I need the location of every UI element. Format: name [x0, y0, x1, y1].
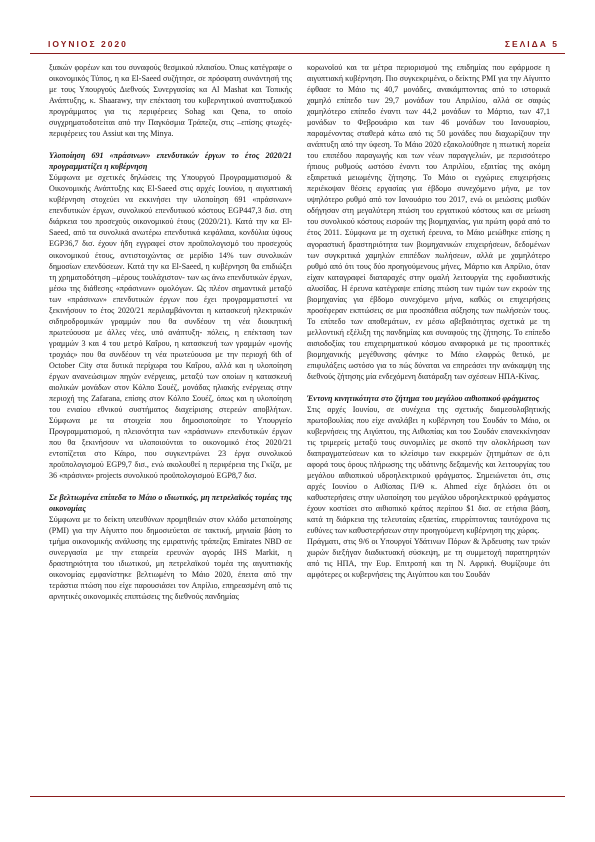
paragraph-dam-talks: Στις αρχές Ιουνίου, σε συνέχεια της σχετικής διαμεσολαβητικής πρωτοβουλίας που είχε αναλάβει η κυβέρνηση του Σουδάν το Μάιο, οι κυβερνήσεις της Αιγύπτου, της Αιθιοπίας και του Σουδάν επανεκκίνησαν τις τριμερείς μεταξύ τους συνομιλίες με σκοπό την ολοκλήρωση των διαπραγματεύσεων και το κλείσιμο των εκκρεμών ζητημάτων σε ό,τι αφορά τους όρους πλήρωσης της υδάτινης δεξαμενής και λειτουργίας του μεγάλου αιθιοπικού υδροηλεκτρικού φράγματος. Σημειώνεται ότι, στις αρχές Ιουνίου ο Αιθίοπας Π/Θ κ. Ahmed είχε δηλώσει ότι οι καθυστερήσεις στην υλοποίηση του μεγάλου υδροηλεκτρικού φράγματος έχουν κοστίσει στο αιθιοπικό κράτος περίπου $1 δισ. σε ετήσια βάση, κατά τη διάρκεια της τελευταίας εξαετίας, επιρρίπτοντας ταυτόχρονα τις ευθύνες των καθυστερήσεων στην προηγούμενη κυβέρνηση της χώρας. — [307, 404, 550, 536]
footer-rule — [30, 796, 565, 797]
left-column — [49, 62, 292, 790]
section-heading-dam: Έντονη κινητικότητα στο ζήτημα του μεγάλου αιθιοπικού φράγματος — [307, 393, 540, 403]
issue-date: ΙΟΥΝΙΟΣ 2020 — [48, 39, 128, 49]
section-heading-private-sector: Σε βελτιωμένα επίπεδα το Μάιο ο ιδιωτικός, μη πετρελαϊκός τομέας της οικονομίας — [49, 493, 292, 514]
paragraph-pmi-intro: Σύμφωνα με το δείκτη υπευθύνων προμηθειών στον κλάδο μεταποίησης (PMI) για την Αίγυπτο που δημοσιεύεται σε τακτική, μηνιαία βάση το τμήμα οικονομικής ανάλυσης της εμιρατινής τράπεζας Emirates NBD σε συνεργασία με την εταιρεία ερευνών αγοράς IHS Markit, η δραστηριότητα του ιδιωτικού, μη πετρελαϊκού τομέα της αιγυπτιακής οικονομίας εμφανίστηκε βελτιωμένη το Μάιο 2020, έπειτα από την τεράστια πτώση που είχε παρουσιάσει τον Απρίλιο, επηρεασμένη από τις αρνητικές οικονομικές επιπτώσεις της διεθνούς πανδημίας — [49, 515, 292, 602]
paragraph-continued: ξιακών φορέων και του συναφούς θεσμικού πλαισίου. Όπως κατέγραψε ο οικονομικός Τύπος, η κα El-Saeed συζήτησε, σε πρόσφατη συνάντησή της με τους Υπουργούς Διεθνούς Συνεργασίας κα Al Mashat και Τοπικής Ανάπτυξης, κ. Shaarawy, την επέκταση του κυβερνητικού αναπτυξιακού προγράμματος για τις περιφέρειες Sohag και Qena, το οποίο συγχρηματοδοτείται από την Παγκόσμια Τράπεζα, στις –επίσης φτωχές- περιφέρειες του Assiut και της Minya. — [49, 63, 292, 139]
right-column — [307, 62, 550, 790]
paragraph-green-projects: Σύμφωνα με σχετικές δηλώσεις της Υπουργού Προγραμματισμού & Οικονομικής Ανάπτυξης κας El-Saeed στις αρχές Ιουνίου, η αιγυπτιακή κυβέρνηση στοχεύει να εκκινήσει την υλοποίηση 691 «πράσινων» επενδυτικών έργων, συνολικού επενδυτικού κόστους EGP447,3 δισ. στη διάρκεια του προσεχούς οικονομικού έτους (2020/21). Κατά την κα El-Saeed, από τα συνολικά ανωτέρω επενδυτικά κεφάλαια, κονδύλια ύψους EGP36,7 δισ. έχουν ήδη εγγραφεί στον προϋπολογισμό του προσεχούς οικονομικού έτους, αντιστοιχώντας σε μερίδιο 14% των συνολικών δημοσίων επενδύσεων. Κατά την κα El-Saeed, η κυβέρνηση θα επιδιώξει τη χρηματοδότηση –μέρους τουλάχιστον- των ως άνω επενδυτικών έργων, μέσω της διάθεσης «πράσινων» ομολόγων. Ως πλέον σημαντικά μεταξύ των «πράσινων» επενδυτικών έργων που έχει προγραμματιστεί να ξεκινήσουν το έτος 2020/21 περιλαμβάνονται η κατασκευή ηλεκτρικών σιδηροδρομικών γραμμών που θα συνδέουν τη νέα διοικητική πρωτεύουσα με άλλες νέες, υπό ανάπτυξη- πόλεις, η επέκταση των γραμμών 3 και 4 του μετρό Καΐρου, η κατασκευή των γραμμών «μονής τροχιάς» που θα συνδέουν τη νέα πρωτεύουσα με την περιοχή 6th of October City στα δυτικά περίχωρα του Καΐρου, αλλά και η υλοποίηση έργων ανανεώσιμων πηγών ενέργειας, μεταξύ των οποίων η κατασκευή αιολικών μονάδων στον Κόλπο Σουέζ, μονάδας ηλιακής ενέργειας στην περιοχή της Zafarana, επίσης στον Κόλπο Σουέζ, όπως και η υλοποίηση του ενιαίου εθνικού συστήματος διαχείρισης στερεών αποβλήτων. Σύμφωνα με τα στοιχεία που δημοσιοποίησε το Υπουργείο Προγραμματισμού, η πλειονότητα των «πράσινων» επενδυτικών έργων που θα ξεκινήσουν να υλοποιούνται το οικονομικό έτος 2020/21 εντοπίζεται στο Κάιρο, που συγκεντρώνει 23 έργα συνολικού προϋπολογισμού EGP9,7 δισ., ενώ ακολουθεί η περιφέρεια της Γκίζα, με 36 «πράσινα» projects συνολικού προϋπολογισμού EGP8,7 δισ. — [49, 173, 292, 481]
page-number: ΣΕΛΙΔΑ 5 — [504, 39, 559, 49]
paragraph-pmi-details: κορωνοϊού και τα μέτρα περιορισμού της επιδημίας που εφάρμοσε η αιγυπτιακή κυβέρνηση. Πιο συγκεκριμένα, ο δείκτης PMI για την Αίγυπτο έφθασε το Μάιο τις 40,7 μονάδες, ανακάμπτοντας από το ιστορικά χαμηλό επίπεδο των 29,7 μονάδων του Απριλίου, αλλά σε σαφώς χαμηλότερο επίπεδο έναντι των 44,2 μονάδων το Μάρτιο, των 47,1 μονάδων το Φεβρουάριο και των 46 μονάδων του Ιανουαρίου, παραμένοντας σταθερά κάτω από τις 50 μονάδες που διαχωρίζουν την ανάπτυξη από την ύφεση. Το Μάιο 2020 εξακολούθησε η πτωτική πορεία του επιπέδου παραγωγής και των νέων παραγγελιών, με περισσότερο ήπιους ρυθμούς ωστόσο έναντι του Απριλίου, εξαιτίας της ακόμη εξαιρετικά μειωμένης ζήτησης. Το Μάιο οι εγχώριες επιχειρήσεις περιέκοψαν θέσεις εργασίας για έβδομο συνεχόμενο μήνα, με τον υψηλότερο ρυθμό από τον Ιανουάριο του 2017, ενώ οι μειώσεις μισθών οδήγησαν στη μεγαλύτερη πτώση του εργατικού κόστους και σε μείωση του συνολικού κόστους εισροών της βιομηχανίας, για πρώτη φορά από το έτος 2011. Σύμφωνα με τη σχετική έρευνα, το Μάιο μειώθηκε επίσης η αγοραστική δραστηριότητα των βιομηχανικών επιχειρήσεων, δεδομένων των συγκριτικά χαμηλών επιπέδων πωλήσεων, αλλά με χαμηλότερο ρυθμό από ότι τους δύο προηγούμενους μήνες, Μάρτιο και Απρίλιο, όταν είχαν καταγραφεί διαταραχές στην ομαλή λειτουργία της εφοδιαστικής αλυσίδας. Η έρευνα κατέγραψε επίσης πτώση των τιμών των εκροών της βιομηχανίας για έβδομο συνεχόμενο μήνα, καθώς οι επιχειρήσεις προσέφεραν εκπτώσεις σε μια προσπάθεια αύξησης των πωλήσεών τους. Το επίπεδο των αποθεμάτων, εν μέσω αβεβαιότητας σχετικά με τη μελλοντική εξέλιξη της πανδημίας και συναφούς της ζήτησης. Το επίπεδο αισιοδοξίας του επιχειρηματικού κόσμου αναφορικά με τις προοπτικές βιομηχανικής μεγέθυνσης φάνηκε το Μάιο ελαφρώς θετικό, με επιφυλάξεις ωστόσο για το πώς δύναται να επηρεάσει την ανάκαμψη της διεθνούς ζήτησης μία ενδεχόμενη διατάραξη των σχέσεων ΗΠΑ-Κίνας. — [307, 63, 550, 381]
paragraph-dam-meeting: Πράγματι, στις 9/6 οι Υπουργοί Υδάτινων Πόρων & Άρδευσης των τριών χωρών διεξήγαν διαδικτυακή σύσκεψη, με τη συμμετοχή παρατηρητών από τις ΗΠΑ, την Ευρ. Επιτροπή και τη Ν. Αφρική. Θυμίζουμε ότι αμφότερες οι κυβερνήσεις της Αιγύπτου και του Σουδάν — [307, 537, 550, 580]
page-header — [30, 39, 565, 53]
header-rule — [30, 53, 565, 54]
section-heading-green-projects: Υλοποίηση 691 «πράσινων» επενδυτικών έργων το έτος 2020/21 προγραμματίζει η κυβέρνηση — [49, 151, 292, 172]
